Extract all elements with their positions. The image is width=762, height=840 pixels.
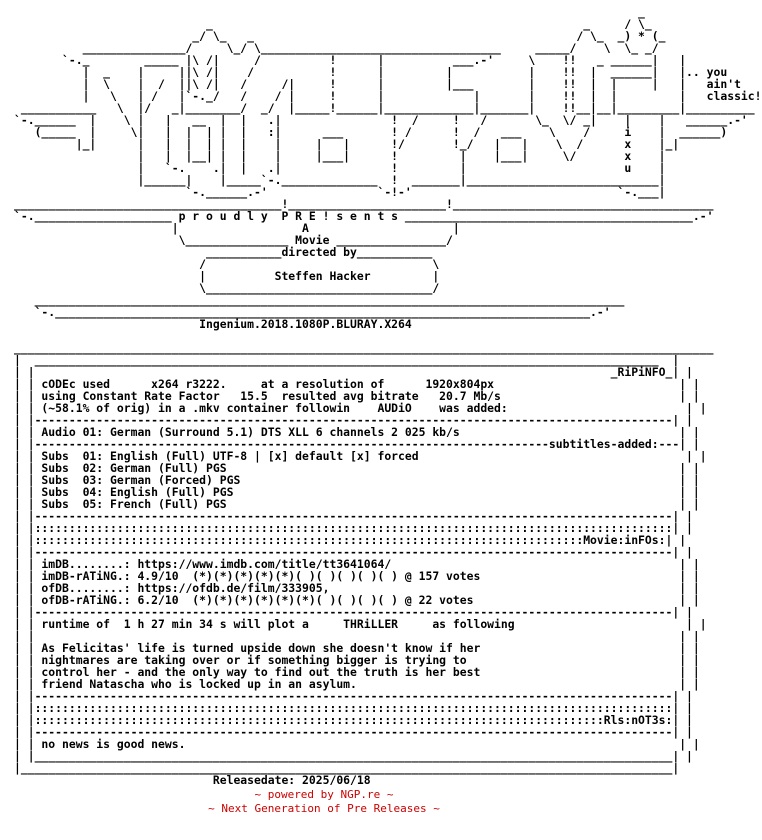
powered-by-link[interactable]: ~ powered by NGP.re ~ bbox=[254, 788, 394, 801]
tagline-link[interactable]: ~ Next Generation of Pre Releases ~ bbox=[208, 802, 440, 815]
nfo-ascii-art: _ _ _ / \_ _/ \_ _ / \_ _) * (_ _______________/ \_/ \___________________________________ _____/ \ \_ _/ `-._ _____ |\ /| / ! | ___.-' \ !! _ ______| | | _ | ||\ /| / ! | | | !! | ______| |.. you | \ | / ||\ /| / /| ! | |___ | !! | | | | ain't | \ | / |`-._/ / / | ! | | | !! | | | classic! ___________ \ |/ _|________/ _/ |_____!______|_____________|_______| !!__|__|_________|__________ `-.______ | \ | | __ | | .| ! / ! / \_ \/ _| | | ______.-' (_____ | \| | | | | | :| ___ ! / ! / ___ \ / i | ______) |_| | | | | | | | | | !/ !_/ | | \ / x |_| | | |__| | | | |___| ! | |___| \/ x | | `-. .| | .| ! | u | |______| |_____`-.______________ ! _______|____________________________| `-.______.-' `-!-' `-.___| _______________________________________!_______________________!______________________________________ `-.____________________ p r o u d l y P R E ! s e n t s __________________________________________.-' | A | \_______________ Movie ________________/ ___________directed by___________ / \ | Steffen Hacker | \_________________________________/ ______________________________________________________________________________________ `-.______________________________________________________________________________.-' Ingenium.2018.1080P.BLURAY.X264 ______________________________________________________________________________________________________ | ___________________________________________________________________________________________ | | | _RiPiNFO_| | | | cODEc used x264 r3222. at a resolution of 1920x804px | | | | using Constant Rate Factor 15.5 resulted avg bitrate 20.7 Mb/s | | | | (~58.1% of orig) in a .mkv container followin AUDiO was added: | | | |---------------------------------------------------------------------------------------------| | | | Audio 01: German (Surround 5.1) DTS XLL 6 channels 2 025 kb/s | | | |---------------------------------------------------------------------------subtitles-added:---| | | | Subs 01: English (Full) UTF-8 | [x] default [x] forced | | | | Subs 02: German (Full) PGS | | | | Subs 03: German (Forced) PGS | | | | Subs 04: English (Full) PGS | | | | Subs 05: French (Full) PGS | | | |---------------------------------------------------------------------------------------------| | | |:::::::::::::::::::::::::::::::::::::::::::::::::::::::::::::::::::::::::::::::::::::::::::::| | | |::::::::::::::::::::::::::::::::::::::::::::::::::::::::::::::::::::::::::::::::Movie:inFOs:| | | |---------------------------------------------------------------------------------------------| | | | imDB........: https://www.imdb.com/title/tt3641064/ | | | | imDB-rATiNG.: 4.9/10 (*)(*)(*)(*)(*)( )( )( )( )( ) @ 157 votes | | | | ofDB........: https://ofdb.de/film/333905, | | | | ofDB-rATiNG.: 6.2/10 (*)(*)(*)(*)(*)(*)( )( )( )( ) @ 22 votes | | | |---------------------------------------------------------------------------------------------| | | | runtime of 1 h 27 min 34 s will plot a THRiLLER as following | | | | | | | | As Felicitas' life is turned upside down she doesn't know if her | | | | nightmares are taking over or if something bigger is trying to | | | | control her - and the only way to find out the truth is her best | | | | friend Natascha who is locked up in an asylum. | | | |---------------------------------------------------------------------------------------------| | | |:::::::::::::::::::::::::::::::::::::::::::::::::::::::::::::::::::::::::::::::::::::::::::::| | | |:::::::::::::::::::::::::::::::::::::::::::::::::::::::::::::::::::::::::::::::::::Rls:nOT3s:| | | |---------------------------------------------------------------------------------------------| | | | no news is good news. | | | |_____________________________________________________________________________________________| | |_______________________________________________________________________________________________| Releasedate: 2025/06/18 bbox=[14, 5, 762, 787]
